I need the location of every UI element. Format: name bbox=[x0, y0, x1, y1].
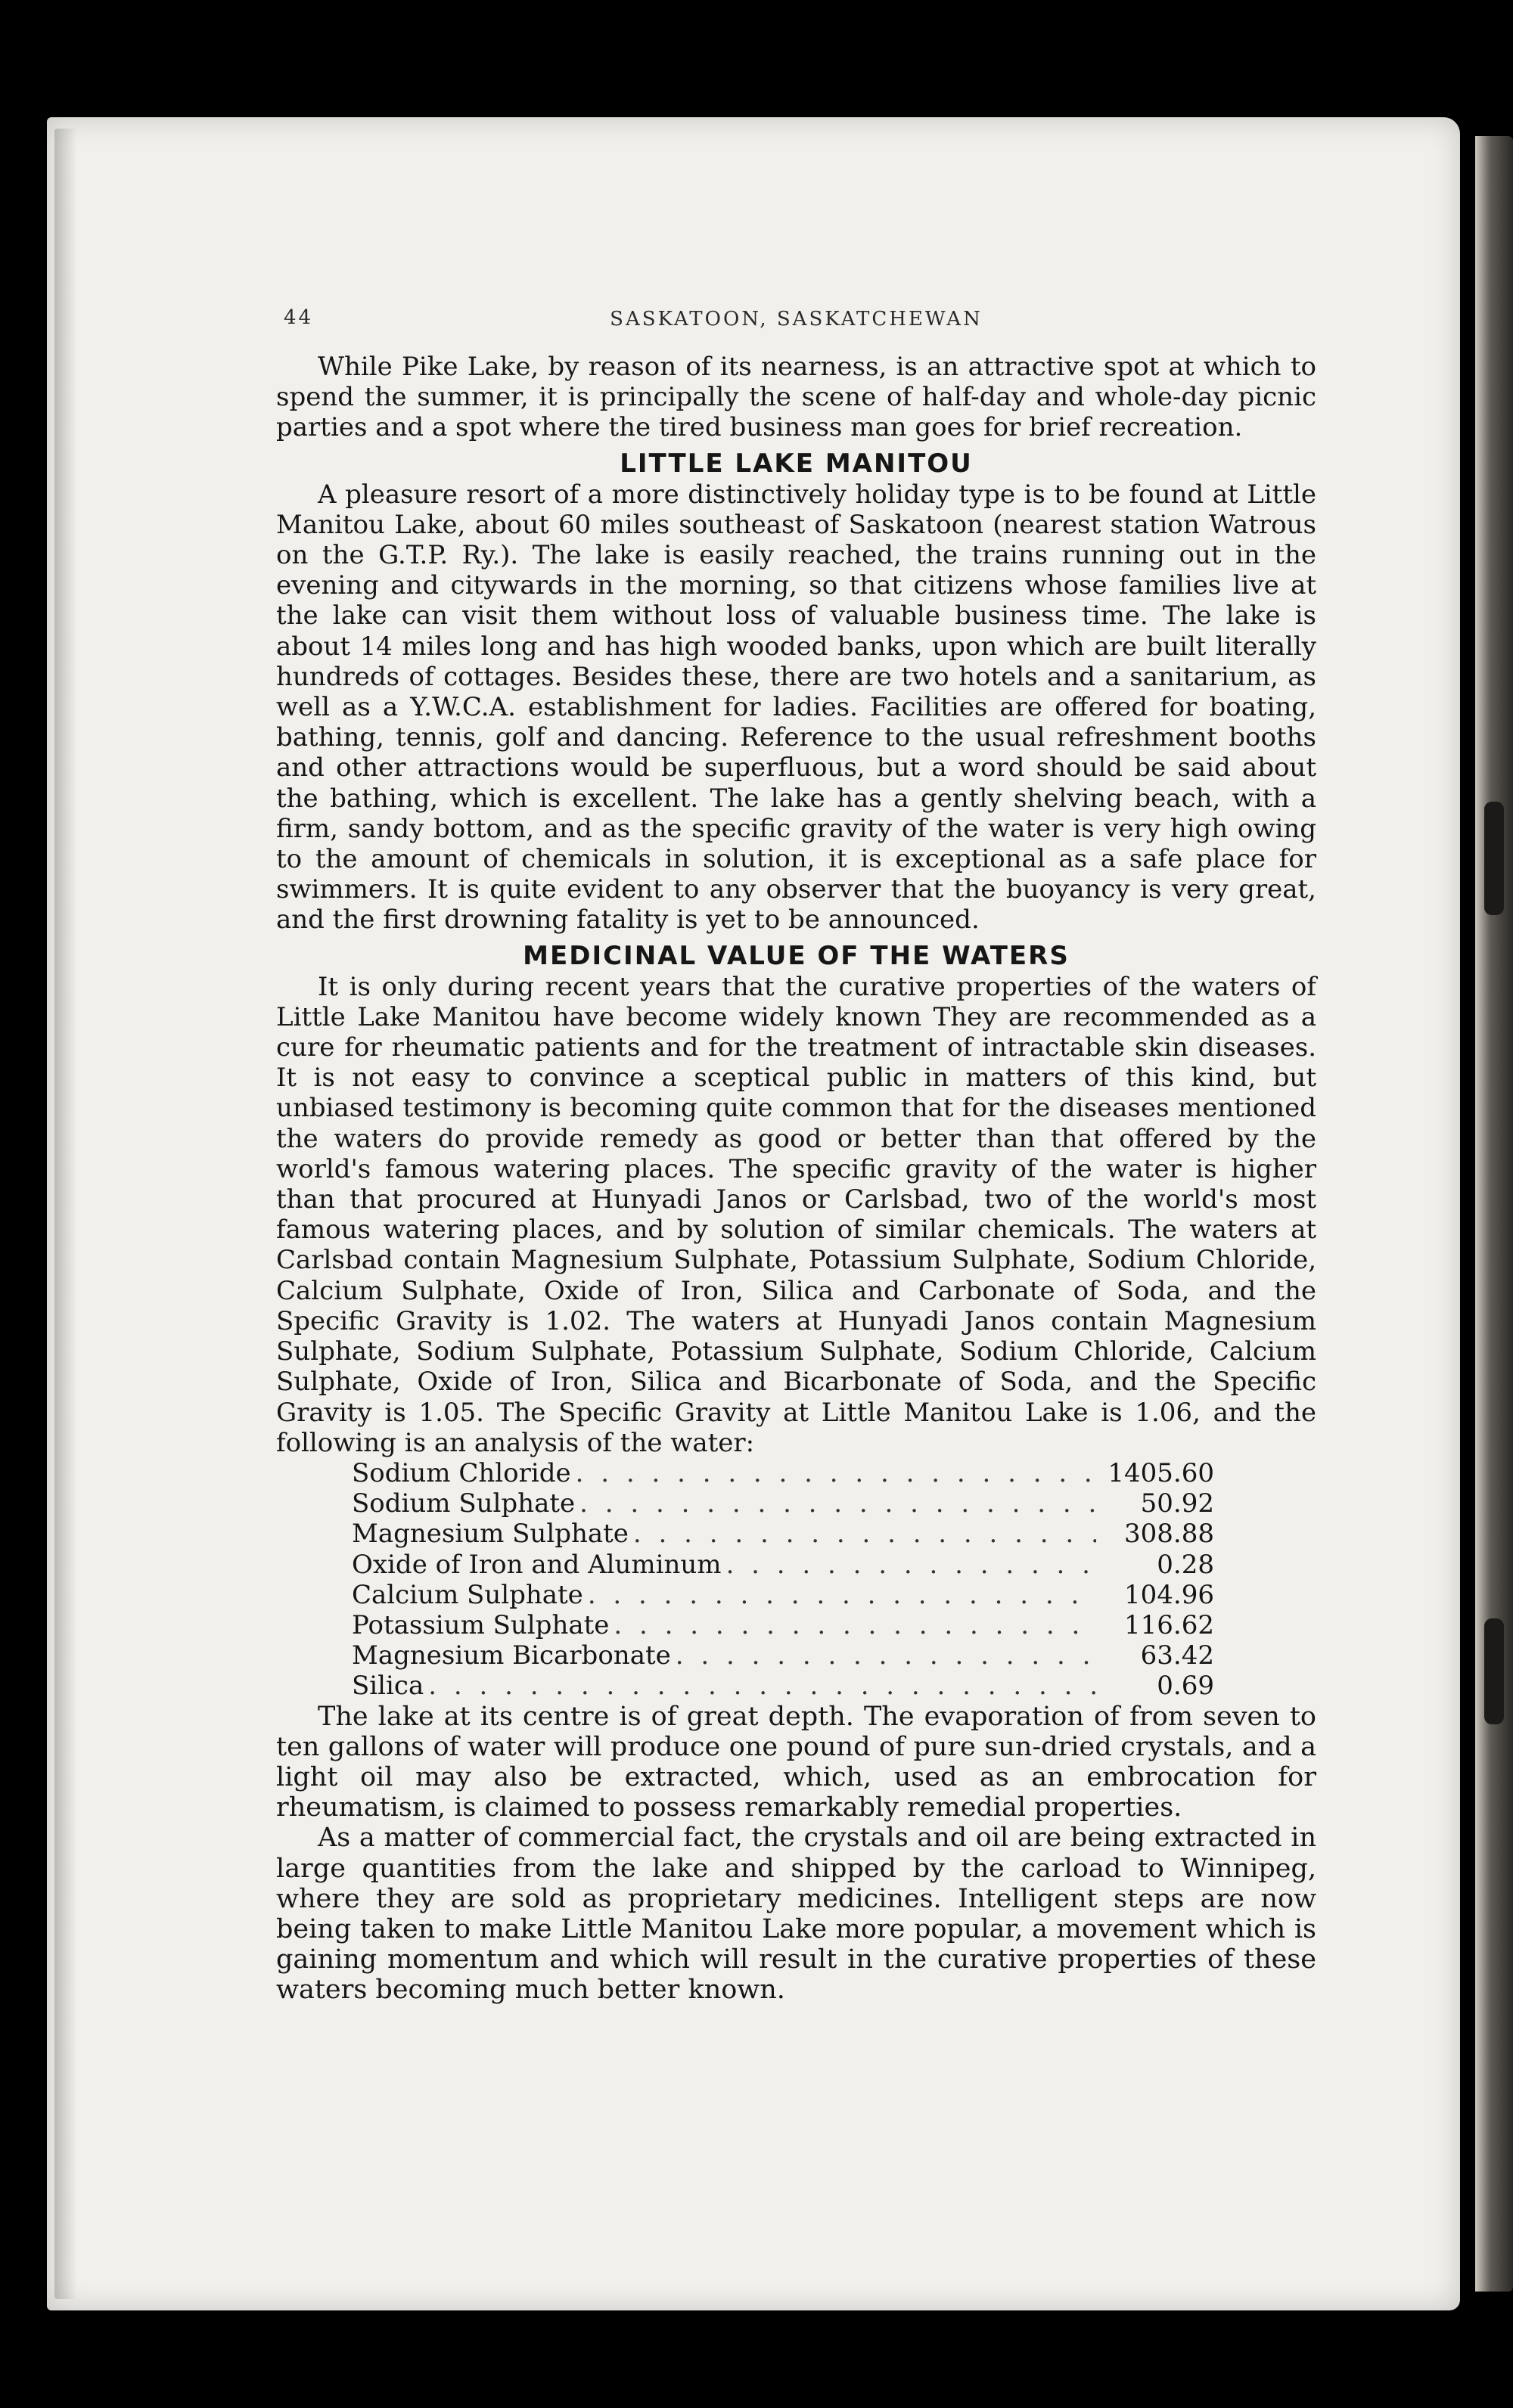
analysis-item-value: 0.28 bbox=[1157, 1549, 1214, 1580]
analysis-item-name: Oxide of Iron and Aluminum bbox=[352, 1549, 722, 1580]
analysis-row bbox=[352, 1640, 1214, 1671]
analysis-item-name: Sodium Sulphate bbox=[352, 1488, 576, 1519]
analysis-item-value: 104.96 bbox=[1124, 1579, 1214, 1610]
section-heading-little-lake-manitou: LITTLE LAKE MANITOU bbox=[620, 448, 973, 479]
section-heading-medicinal-value: MEDICINAL VALUE OF THE WATERS bbox=[523, 940, 1070, 971]
analysis-row bbox=[352, 1519, 1214, 1549]
running-title: SASKATOON, SASKATCHEWAN bbox=[610, 308, 983, 330]
analysis-item-name: Sodium Chloride bbox=[352, 1457, 571, 1488]
analysis-row bbox=[352, 1550, 1214, 1580]
dot-leader bbox=[428, 1671, 1096, 1701]
analysis-row bbox=[352, 1580, 1214, 1610]
dot-leader bbox=[633, 1519, 1096, 1549]
analysis-row bbox=[352, 1671, 1214, 1701]
water-analysis-table bbox=[352, 1458, 1214, 1702]
page-number: 44 bbox=[284, 306, 314, 329]
dot-leader bbox=[726, 1550, 1096, 1580]
lake-depth-paragraph: The lake at its centre is of great depth. The evaporation of from seven to ten gallons of water will produce one pound of pure sun-dried crystals, and a light oil may also be extracted, which, used as an embrocation for rheumatism, is claimed to possess remarkably remedial properties. bbox=[276, 1701, 1316, 1823]
analysis-item-value: 116.62 bbox=[1124, 1609, 1214, 1640]
page-edge-shadow bbox=[54, 129, 77, 2299]
binding-hole-lower bbox=[1484, 1618, 1504, 1724]
commerce-paragraph: As a matter of commercial fact, the crystals and oil are being extracted in large quantities from the lake and shipped by the carload to Winnipeg, where they are sold as proprietary medicines. Intelligent steps are now being taken to make Little Manitou Lake more popular, a movement which is gaining momentum and which will result in the curative properties of these waters becoming much better known. bbox=[276, 1823, 1316, 2006]
little-lake-manitou-paragraph: A pleasure resort of a more distinctively holiday type is to be found at Little Manitou Lake, about 60 miles southeast of Saskatoon (nearest station Watrous on the G.T.P. Ry.). The lake is easily reached, the trains running out in the evening and citywards in the morning, so that citizens whose families live at the lake can visit them without loss of valuable business time. The lake is about 14 miles long and has high wooded banks, upon which are built literally hundreds of cottages. Besides these, there are two hotels and a sanitarium, as well as a Y.W.C.A. establishment for ladies. Facilities are offered for boating, bathing, tennis, golf and dancing. Reference to the usual refreshment booths and other attractions would be superfluous, but a word should be said about the bathing, which is excellent. The lake has a gently shelving beach, with a firm, sandy bottom, and as the specific gravity of the water is very high owing to the amount of chemicals in solution, it is exceptional as a safe place for swimmers. It is quite evident to any observer that the buoyancy is very great, and the first drowning fatality is yet to be announced. bbox=[276, 479, 1316, 936]
running-head bbox=[276, 306, 1316, 352]
analysis-item-name: Silica bbox=[352, 1671, 424, 1702]
analysis-row bbox=[352, 1488, 1214, 1519]
analysis-row bbox=[352, 1610, 1214, 1640]
analysis-item-value: 1405.60 bbox=[1108, 1457, 1214, 1488]
dot-leader bbox=[614, 1610, 1096, 1640]
dot-leader bbox=[676, 1640, 1096, 1671]
closing-section bbox=[276, 1702, 1316, 2006]
analysis-item-name: Magnesium Sulphate bbox=[352, 1519, 629, 1550]
analysis-item-value: 50.92 bbox=[1140, 1488, 1214, 1519]
dot-leader bbox=[588, 1580, 1096, 1610]
analysis-item-name: Potassium Sulphate bbox=[352, 1609, 610, 1640]
book-spine bbox=[1475, 136, 1513, 2292]
analysis-item-value: 308.88 bbox=[1124, 1519, 1214, 1550]
page-content bbox=[276, 306, 1316, 2006]
analysis-item-value: 0.69 bbox=[1157, 1671, 1214, 1702]
intro-paragraph: While Pike Lake, by reason of its nearness, is an attractive spot at which to spend the summer, it is principally the scene of half-day and whole-day picnic parties and a spot where the tired business man goes for brief recreation. bbox=[276, 352, 1316, 443]
analysis-item-name: Calcium Sulphate bbox=[352, 1579, 583, 1610]
dot-leader bbox=[576, 1458, 1096, 1488]
dot-leader bbox=[579, 1488, 1096, 1519]
medicinal-value-paragraph: It is only during recent years that the curative properties of the waters of Little Lake Manitou have become widely known They are recommended as a cure for rheumatic patients and for the treatment of intractable skin diseases. It is not easy to convince a sceptical public in matters of this kind, but unbiased testimony is becoming quite common that for the diseases mentioned the waters do provide remedy as good or better than that offered by the world's famous watering places. The specific gravity of the water is higher than that procured at Hunyadi Janos or Carlsbad, two of the world's most famous watering places, and by solution of similar chemicals. The waters at Carlsbad contain Magnesium Sulphate, Potassium Sulphate, Sodium Chloride, Calcium Sulphate, Oxide of Iron, Silica and Carbonate of Soda, and the Specific Gravity is 1.02. The waters at Hunyadi Janos contain Magnesium Sulphate, Sodium Sulphate, Potassium Sulphate, Sodium Chloride, Calcium Sulphate, Oxide of Iron, Silica and Bicarbonate of Soda, and the Specific Gravity is 1.05. The Specific Gravity at Little Manitou Lake is 1.06, and the following is an analysis of the water: bbox=[276, 971, 1316, 1458]
analysis-row bbox=[352, 1458, 1214, 1488]
analysis-item-name: Magnesium Bicarbonate bbox=[352, 1640, 671, 1671]
binding-hole-upper bbox=[1484, 802, 1504, 915]
analysis-item-value: 63.42 bbox=[1140, 1640, 1214, 1671]
